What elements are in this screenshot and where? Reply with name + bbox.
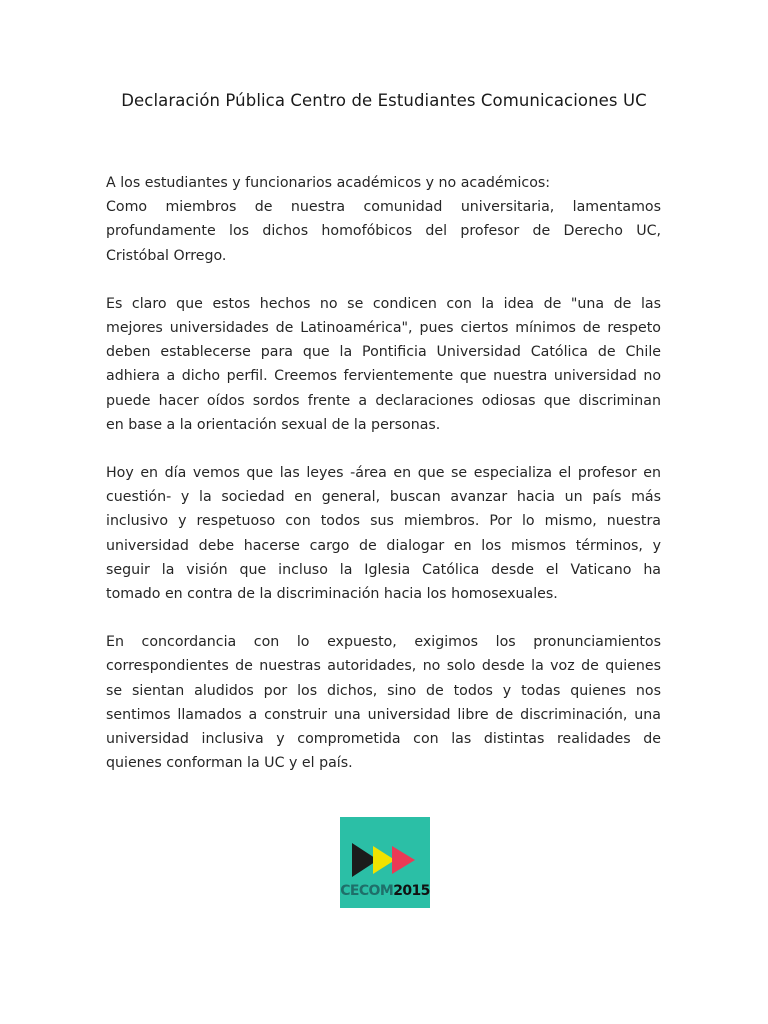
logo-year: 2015 (393, 883, 430, 899)
text-line: adhiera a dicho perfil. Creemos fervientemente que nuestra universidad no (106, 368, 661, 385)
text-line: Cristóbal Orrego. (106, 247, 227, 264)
text-line: quienes conforman la UC y el país. (106, 755, 353, 772)
text-line: universidad inclusiva y comprometida con las distintas realidades de (106, 731, 661, 748)
text-line: universidad debe hacerse cargo de dialogar en los mismos términos, y (106, 537, 661, 554)
text-line: deben establecerse para que la Pontificia Universidad Católica de Chile (106, 344, 661, 361)
text-line: A los estudiantes y funcionarios académicos y no académicos: (106, 175, 551, 191)
pink-arrow-icon (392, 846, 415, 874)
text-line: En concordancia con lo expuesto, exigimos los pronunciamientos (106, 634, 661, 651)
paragraph-2 (106, 292, 661, 437)
text-line: profundamente los dichos homofóbicos del profesor de Derecho UC, (106, 223, 661, 240)
text-line: mejores universidades de Latinoamérica", pues ciertos mínimos de respeto (106, 320, 661, 337)
text-line: seguir la visión que incluso la Iglesia Católica desde el Vaticano ha (106, 561, 661, 578)
text-line: tomado en contra de la discriminación hacia los homosexuales. (106, 586, 558, 603)
text-line: inclusivo y respetuoso con todos sus miembros. Por lo mismo, nuestra (106, 513, 661, 530)
text-line: cuestión- y la sociedad en general, buscan avanzar hacia un país más (106, 489, 661, 506)
text-line: sentimos llamados a construir una universidad libre de discriminación, una (106, 706, 661, 723)
cecom-logo (340, 817, 430, 908)
logo-brand: CECOM (340, 883, 394, 899)
paragraph-3 (106, 461, 661, 606)
document-title: Declaración Pública Centro de Estudiantes Comunicaciones UC (121, 91, 647, 110)
document-body (106, 171, 661, 799)
paragraph-1 (106, 171, 661, 268)
text-line: Es claro que estos hechos no se condicen con la idea de "una de las (106, 295, 661, 312)
text-line: Hoy en día vemos que las leyes -área en que se especializa el profesor en (106, 465, 661, 482)
text-line: correspondientes de nuestras autoridades, no solo desde la voz de quienes (106, 658, 661, 675)
text-line: Como miembros de nuestra comunidad universitaria, lamentamos (106, 199, 661, 216)
text-line: en base a la orientación sexual de la personas. (106, 416, 441, 433)
text-line: puede hacer oídos sordos frente a declaraciones odiosas que discriminan (106, 392, 661, 409)
paragraph-4 (106, 630, 661, 775)
text-line: se sientan aludidos por los dichos, sino de todos y todas quienes nos (106, 682, 661, 699)
logo-wordmark (340, 883, 430, 899)
yellow-arrow-icon (373, 846, 395, 874)
